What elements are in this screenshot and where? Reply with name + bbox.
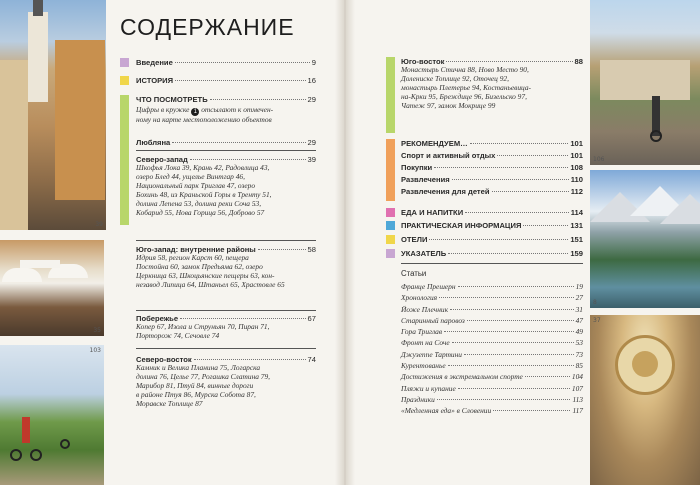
articles-heading: Статьи <box>401 269 427 278</box>
toc-entry-sport[interactable]: Спорт и активный отдых 101 <box>401 151 583 160</box>
article-page: 49 <box>575 327 583 337</box>
color-strip-sights <box>120 95 129 225</box>
article-title: Франце Прешерн <box>401 282 456 291</box>
color-strip-recommend <box>386 139 395 201</box>
photo-mountain-lake <box>590 170 700 308</box>
toc-entry-southwest[interactable]: Юго-запад: внутренние районы 58 Идрия 58, регион Карст 60, пещера Постойна 60, замок Предьяма 62, озеро Церкница 63, Шкоцьянские пещеры 63, кон- незавод Липица 64, Штаньел 65, Храстовле 65 <box>136 245 316 289</box>
article-title: Старинный паровоз <box>401 315 465 325</box>
article-page: 113 <box>572 394 583 404</box>
toc-entry-kids[interactable]: Развлечения для детей 112 <box>401 187 583 196</box>
toc-sub-line: Долениске Топлице 92, Оточец 92, <box>401 73 509 83</box>
toc-sub-line: Монастырь Стична 88, Ново Место 90, <box>401 65 529 74</box>
color-tab-practical <box>386 221 395 230</box>
toc-sub-line: долина 76, Целье 77, Рогашка Слатина 79, <box>136 371 271 381</box>
toc-sub-line: Шкофья Лока 39, Крань 42, Радовлица 43, <box>136 163 270 172</box>
article-page: 27 <box>575 293 583 303</box>
book-gutter <box>335 0 355 485</box>
color-tab-hotels <box>386 235 395 244</box>
article-title: Фронт на Соче <box>401 338 450 348</box>
toc-sub-line: Постойна 60, замок Предьяма 62, озеро <box>136 261 263 271</box>
article-page: 73 <box>575 349 583 359</box>
toc-sub-line: Национальный парк Триглав 47, озеро <box>136 180 256 190</box>
divider <box>136 310 316 311</box>
photo-ornate-dome <box>590 315 700 485</box>
toc-sub-line: Кобарид 55, Нова Горица 56, Доброво 57 <box>136 207 265 217</box>
page-title: СОДЕРЖАНИЕ <box>120 14 295 40</box>
toc-sub-line: Камник и Велика Планина 75, Логарска <box>136 363 261 372</box>
divider <box>136 240 316 241</box>
toc-sub-line: на-Крки 95, Бреждице 96, Бизельско 97, <box>401 91 527 101</box>
article-item[interactable] <box>401 373 583 384</box>
toc-entry-northeast[interactable]: Северо-восток 74 Камник и Велика Планина 75, Логарска долина 76, Целье 77, Рогашка Слатина 79, Марибор 81, Птуй 84, винные дороги в районе Птуя 86, Мурска Собота 87, Моравске Топлице 87 <box>136 355 316 408</box>
toc-sub-line: незавод Липица 64, Штаньел 65, Храстовле 65 <box>136 279 285 289</box>
color-strip-southeast <box>386 57 395 133</box>
article-title: Праздники <box>401 394 435 404</box>
toc-sub-line: Бохинь 48, из Краньской Горы в Тренту 51, <box>136 189 272 199</box>
toc-entry-intro[interactable]: Введение 9 <box>136 58 316 67</box>
toc-sub-line: долина Лепена 53, долина реки Соча 53, <box>136 198 262 208</box>
article-title: Хронология <box>401 293 438 303</box>
divider <box>401 263 583 264</box>
toc-entry-entertainment[interactable]: Развлечения 110 <box>401 175 583 184</box>
toc-entry-index[interactable]: УКАЗАТЕЛЬ 159 <box>401 249 583 258</box>
divider <box>136 150 316 151</box>
toc-entry-practical[interactable]: ПРАКТИЧЕСКАЯ ИНФОРМАЦИЯ 131 <box>401 221 583 230</box>
toc-entry-southeast[interactable]: Юго-восток 88 Монастырь Стична 88, Ново Место 90, Долениске Топлице 92, Оточец 92, монастырь Плетерье 94, Костаньевица- на-Крки 95, Бреждице 96, Бизельско 97, Чатеж 97, замок Мокрице 99 <box>401 57 583 110</box>
article-title: Джузеппе Тартини <box>401 349 462 359</box>
toc-sub-line: Идрия 58, регион Карст 60, пещера <box>136 253 249 262</box>
color-tab-index <box>386 249 395 258</box>
toc-sub-line: Церкница 63, Шкоцьянские пещеры 63, кон- <box>136 270 275 280</box>
toc-sub-line: Чатеж 97, замок Мокрице 99 <box>401 100 496 110</box>
toc-sub-line: Моравске Топлице 87 <box>136 398 203 408</box>
article-title: Йоже Плечник <box>401 304 449 314</box>
article-page: 104 <box>571 372 583 382</box>
articles-list <box>401 283 583 419</box>
photo-page-number: 39 <box>95 221 103 228</box>
toc-sub-line: Марибор 81, Птуй 84, винные дороги <box>136 380 254 390</box>
toc-entry-hotels[interactable]: ОТЕЛИ 151 <box>401 235 583 244</box>
toc-sub-line: Копер 67, Изола и Струньян 70, Пиран 71, <box>136 322 270 331</box>
toc-entry-shopping[interactable]: Покупки 108 <box>401 163 583 172</box>
article-page: 107 <box>571 383 583 393</box>
article-page: 47 <box>575 315 583 325</box>
photo-page-number: 106 <box>593 156 605 163</box>
article-title: Гора Триглав <box>401 327 443 337</box>
article-page: 19 <box>575 282 583 291</box>
photo-old-town-street <box>0 0 106 230</box>
article-title: Достижения в экстремальном спорте <box>401 372 523 382</box>
photo-cafe-terrace <box>0 240 104 336</box>
color-tab-food <box>386 208 395 217</box>
toc-entry-recommend[interactable]: РЕКОМЕНДУЕМ… 101 <box>401 139 583 148</box>
article-title: Пляжи и купание <box>401 383 456 393</box>
toc-entry-history[interactable]: ИСТОРИЯ 16 <box>136 76 316 85</box>
toc-entry-coast[interactable]: Побережье 67 Копер 67, Изола и Струньян 70, Пиран 71, Порторож 74, Сечовле 74 <box>136 314 316 340</box>
toc-entry-food[interactable]: ЕДА И НАПИТКИ 114 <box>401 208 583 217</box>
toc-sub-line: монастырь Плетерье 94, Костаньевица- <box>401 82 532 92</box>
article-page: 31 <box>575 304 583 314</box>
toc-entry-northwest[interactable]: Северо-запад 39 Шкофья Лока 39, Крань 42, Радовлица 43, озеро Блед 44, ущелье Винтгар 46, Национальный парк Триглав 47, озеро Бохинь 48, из Краньской Горы в Тренту 51, долина Лепена 53, долина реки Соча 53, Кобарид 55, Нова Горица 56, Доброво 57 <box>136 155 316 217</box>
color-tab-history <box>120 76 129 85</box>
toc-sub-line: озеро Блед 44, ущелье Винтгар 46, <box>136 171 245 181</box>
color-tab-intro <box>120 58 129 67</box>
article-item[interactable] <box>401 407 583 418</box>
photo-page-number: 35 <box>93 327 101 334</box>
photo-page-number: 8 <box>593 299 597 306</box>
toc-sub-line: в районе Птуя 86, Мурска Собота 87, <box>136 389 256 399</box>
toc-sub-line: Порторож 74, Сечовле 74 <box>136 330 220 340</box>
toc-entry-ljubljana[interactable]: Любляна 29 <box>136 138 316 147</box>
article-title: «Медленная еда» в Словении <box>401 406 492 416</box>
article-page: 117 <box>572 406 583 416</box>
toc-entry-sights[interactable]: ЧТО ПОСМОТРЕТЬ 29 Цифры в кружке 1 отсылают к отмечен- ному на карте местоположению объектов <box>136 95 316 124</box>
photo-page-number: 103 <box>89 347 101 354</box>
divider <box>136 348 316 349</box>
article-title: Курентованье <box>401 361 446 371</box>
article-item[interactable] <box>401 294 583 305</box>
article-page: 85 <box>575 361 583 371</box>
photo-page-number: 37 <box>593 317 601 324</box>
photo-cyclists <box>0 345 104 485</box>
photo-market-street <box>590 0 700 165</box>
article-page: 53 <box>575 338 583 348</box>
